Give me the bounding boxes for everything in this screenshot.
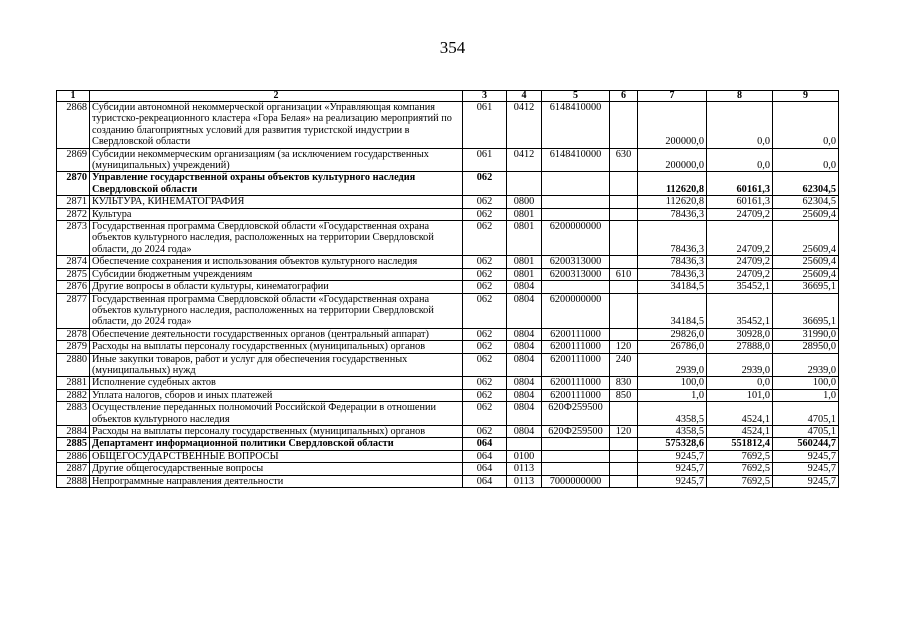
section-code: 0801 — [507, 268, 542, 280]
admin-code: 062 — [463, 293, 507, 328]
target-article: 620Ф259500 — [542, 425, 610, 437]
target-article: 6200111000 — [542, 377, 610, 389]
item-name: Субсидии некоммерческим организациям (за исключением государственных (муниципальных) учреждений) — [90, 148, 463, 172]
target-article: 6200111000 — [542, 328, 610, 340]
column-header: 2 — [90, 91, 463, 102]
table-row — [57, 402, 839, 426]
row-number: 2873 — [57, 221, 90, 256]
expense-type — [610, 450, 638, 462]
amount-col9: 0,0 — [773, 102, 839, 149]
admin-code: 062 — [463, 256, 507, 268]
target-article: 6148410000 — [542, 102, 610, 149]
expense-type — [610, 438, 638, 450]
table-row — [57, 293, 839, 328]
amount-col9: 36695,1 — [773, 293, 839, 328]
amount-col7: 78436,3 — [638, 221, 707, 256]
table-row — [57, 221, 839, 256]
target-article — [542, 438, 610, 450]
amount-col8: 24709,2 — [707, 208, 773, 220]
amount-col7: 78436,3 — [638, 208, 707, 220]
column-header: 4 — [507, 91, 542, 102]
target-article — [542, 196, 610, 208]
admin-code: 062 — [463, 328, 507, 340]
amount-col7: 9245,7 — [638, 450, 707, 462]
row-number: 2887 — [57, 463, 90, 475]
row-number: 2875 — [57, 268, 90, 280]
admin-code: 064 — [463, 438, 507, 450]
admin-code: 062 — [463, 341, 507, 353]
amount-col8: 27888,0 — [707, 341, 773, 353]
amount-col9: 0,0 — [773, 148, 839, 172]
amount-col9: 62304,5 — [773, 196, 839, 208]
amount-col9: 560244,7 — [773, 438, 839, 450]
expense-type — [610, 196, 638, 208]
amount-col9: 1,0 — [773, 389, 839, 401]
row-number: 2869 — [57, 148, 90, 172]
section-code: 0804 — [507, 389, 542, 401]
expense-type — [610, 402, 638, 426]
row-number: 2888 — [57, 475, 90, 487]
section-code: 0412 — [507, 148, 542, 172]
amount-col8: 7692,5 — [707, 475, 773, 487]
amount-col7: 100,0 — [638, 377, 707, 389]
row-number: 2880 — [57, 353, 90, 377]
item-name: Государственная программа Свердловской области «Государственная охрана объектов культурного наследия, расположенных на территории Свердловской области, до 2024 года» — [90, 221, 463, 256]
amount-col9: 2939,0 — [773, 353, 839, 377]
row-number: 2883 — [57, 402, 90, 426]
table-row — [57, 208, 839, 220]
target-article: 6200000000 — [542, 293, 610, 328]
item-name: Иные закупки товаров, работ и услуг для обеспечения государственных (муниципальных) нужд — [90, 353, 463, 377]
target-article: 6200313000 — [542, 256, 610, 268]
row-number: 2868 — [57, 102, 90, 149]
row-number: 2881 — [57, 377, 90, 389]
table-row — [57, 353, 839, 377]
table-row — [57, 463, 839, 475]
amount-col7: 26786,0 — [638, 341, 707, 353]
amount-col9: 4705,1 — [773, 402, 839, 426]
table-row — [57, 172, 839, 196]
row-number: 2876 — [57, 281, 90, 293]
target-article: 6200000000 — [542, 221, 610, 256]
expense-type — [610, 463, 638, 475]
admin-code: 062 — [463, 268, 507, 280]
admin-code: 062 — [463, 389, 507, 401]
section-code: 0804 — [507, 341, 542, 353]
section-code — [507, 438, 542, 450]
amount-col7: 112620,8 — [638, 172, 707, 196]
expense-type: 630 — [610, 148, 638, 172]
target-article: 6200313000 — [542, 268, 610, 280]
target-article: 7000000000 — [542, 475, 610, 487]
item-name: Уплата налогов, сборов и иных платежей — [90, 389, 463, 401]
admin-code: 064 — [463, 463, 507, 475]
item-name: Обеспечение сохранения и использования объектов культурного наследия — [90, 256, 463, 268]
amount-col8: 0,0 — [707, 148, 773, 172]
item-name: ОБЩЕГОСУДАРСТВЕННЫЕ ВОПРОСЫ — [90, 450, 463, 462]
amount-col8: 24709,2 — [707, 268, 773, 280]
table-row — [57, 475, 839, 487]
target-article — [542, 450, 610, 462]
column-header: 1 — [57, 91, 90, 102]
section-code: 0800 — [507, 196, 542, 208]
expense-type: 120 — [610, 425, 638, 437]
amount-col7: 112620,8 — [638, 196, 707, 208]
expense-type: 830 — [610, 377, 638, 389]
target-article — [542, 208, 610, 220]
admin-code: 061 — [463, 102, 507, 149]
row-number: 2877 — [57, 293, 90, 328]
amount-col8: 24709,2 — [707, 221, 773, 256]
table-row — [57, 438, 839, 450]
section-code: 0113 — [507, 475, 542, 487]
section-code — [507, 172, 542, 196]
amount-col9: 62304,5 — [773, 172, 839, 196]
column-header: 6 — [610, 91, 638, 102]
expense-type — [610, 172, 638, 196]
section-code: 0412 — [507, 102, 542, 149]
table-row — [57, 377, 839, 389]
row-number: 2870 — [57, 172, 90, 196]
section-code: 0801 — [507, 221, 542, 256]
amount-col7: 34184,5 — [638, 281, 707, 293]
target-article: 6200111000 — [542, 353, 610, 377]
amount-col8: 35452,1 — [707, 293, 773, 328]
amount-col9: 36695,1 — [773, 281, 839, 293]
admin-code: 062 — [463, 425, 507, 437]
row-number: 2871 — [57, 196, 90, 208]
admin-code: 062 — [463, 353, 507, 377]
row-number: 2878 — [57, 328, 90, 340]
section-code: 0804 — [507, 328, 542, 340]
section-code: 0801 — [507, 256, 542, 268]
table-row — [57, 389, 839, 401]
expense-type: 240 — [610, 353, 638, 377]
table-row — [57, 281, 839, 293]
section-code: 0804 — [507, 425, 542, 437]
amount-col8: 101,0 — [707, 389, 773, 401]
amount-col8: 0,0 — [707, 377, 773, 389]
amount-col7: 200000,0 — [638, 102, 707, 149]
row-number: 2885 — [57, 438, 90, 450]
column-header: 9 — [773, 91, 839, 102]
admin-code: 062 — [463, 402, 507, 426]
expense-type: 850 — [610, 389, 638, 401]
amount-col8: 2939,0 — [707, 353, 773, 377]
target-article: 6200111000 — [542, 389, 610, 401]
item-name: Другие общегосударственные вопросы — [90, 463, 463, 475]
item-name: Обеспечение деятельности государственных органов (центральный аппарат) — [90, 328, 463, 340]
amount-col8: 30928,0 — [707, 328, 773, 340]
row-number: 2882 — [57, 389, 90, 401]
admin-code: 061 — [463, 148, 507, 172]
table-row — [57, 450, 839, 462]
row-number: 2874 — [57, 256, 90, 268]
column-header: 7 — [638, 91, 707, 102]
expense-type — [610, 208, 638, 220]
target-article: 6148410000 — [542, 148, 610, 172]
amount-col9: 31990,0 — [773, 328, 839, 340]
admin-code: 062 — [463, 196, 507, 208]
amount-col9: 28950,0 — [773, 341, 839, 353]
amount-col8: 24709,2 — [707, 256, 773, 268]
amount-col7: 29826,0 — [638, 328, 707, 340]
item-name: Государственная программа Свердловской области «Государственная охрана объектов культурного наследия, расположенных на территории Свердловской области, до 2024 года» — [90, 293, 463, 328]
amount-col9: 25609,4 — [773, 268, 839, 280]
target-article — [542, 281, 610, 293]
row-number: 2886 — [57, 450, 90, 462]
expense-type — [610, 293, 638, 328]
amount-col9: 4705,1 — [773, 425, 839, 437]
amount-col8: 60161,3 — [707, 172, 773, 196]
expense-type — [610, 281, 638, 293]
row-number: 2872 — [57, 208, 90, 220]
amount-col8: 60161,3 — [707, 196, 773, 208]
section-code: 0113 — [507, 463, 542, 475]
section-code: 0801 — [507, 208, 542, 220]
target-article: 620Ф259500 — [542, 402, 610, 426]
item-name: Непрограммные направления деятельности — [90, 475, 463, 487]
amount-col8: 4524,1 — [707, 402, 773, 426]
expense-type — [610, 221, 638, 256]
table-row — [57, 328, 839, 340]
table-body — [57, 102, 839, 488]
section-code: 0100 — [507, 450, 542, 462]
expense-type — [610, 102, 638, 149]
item-name: Расходы на выплаты персоналу государственных (муниципальных) органов — [90, 341, 463, 353]
amount-col8: 0,0 — [707, 102, 773, 149]
item-name: Другие вопросы в области культуры, кинематографии — [90, 281, 463, 293]
admin-code: 062 — [463, 221, 507, 256]
item-name: Культура — [90, 208, 463, 220]
amount-col7: 9245,7 — [638, 475, 707, 487]
amount-col7: 200000,0 — [638, 148, 707, 172]
row-number: 2884 — [57, 425, 90, 437]
amount-col8: 7692,5 — [707, 463, 773, 475]
amount-col7: 2939,0 — [638, 353, 707, 377]
column-header: 3 — [463, 91, 507, 102]
admin-code: 062 — [463, 172, 507, 196]
item-name: Осуществление переданных полномочий Российской Федерации в отношении объектов культурного наследия — [90, 402, 463, 426]
admin-code: 062 — [463, 377, 507, 389]
section-code: 0804 — [507, 353, 542, 377]
amount-col7: 34184,5 — [638, 293, 707, 328]
amount-col7: 4358,5 — [638, 425, 707, 437]
amount-col7: 575328,6 — [638, 438, 707, 450]
admin-code: 062 — [463, 281, 507, 293]
table-header-row — [57, 91, 839, 102]
amount-col9: 9245,7 — [773, 450, 839, 462]
amount-col9: 9245,7 — [773, 463, 839, 475]
amount-col9: 9245,7 — [773, 475, 839, 487]
item-name: Исполнение судебных актов — [90, 377, 463, 389]
target-article — [542, 463, 610, 475]
section-code: 0804 — [507, 293, 542, 328]
column-header: 8 — [707, 91, 773, 102]
target-article: 6200111000 — [542, 341, 610, 353]
item-name: Департамент информационной политики Свердловской области — [90, 438, 463, 450]
amount-col8: 551812,4 — [707, 438, 773, 450]
page-number: 354 — [439, 38, 466, 57]
amount-col8: 35452,1 — [707, 281, 773, 293]
table-row — [57, 268, 839, 280]
amount-col7: 78436,3 — [638, 268, 707, 280]
item-name: КУЛЬТУРА, КИНЕМАТОГРАФИЯ — [90, 196, 463, 208]
target-article — [542, 172, 610, 196]
item-name: Управление государственной охраны объектов культурного наследия Свердловской области — [90, 172, 463, 196]
amount-col9: 25609,4 — [773, 256, 839, 268]
table-row — [57, 102, 839, 149]
expense-type: 120 — [610, 341, 638, 353]
table-row — [57, 256, 839, 268]
amount-col7: 9245,7 — [638, 463, 707, 475]
admin-code: 064 — [463, 475, 507, 487]
column-header: 5 — [542, 91, 610, 102]
amount-col8: 4524,1 — [707, 425, 773, 437]
item-name: Субсидии бюджетным учреждениям — [90, 268, 463, 280]
item-name: Расходы на выплаты персоналу государственных (муниципальных) органов — [90, 425, 463, 437]
amount-col7: 78436,3 — [638, 256, 707, 268]
admin-code: 062 — [463, 208, 507, 220]
table-row — [57, 425, 839, 437]
amount-col9: 100,0 — [773, 377, 839, 389]
amount-col9: 25609,4 — [773, 221, 839, 256]
table-row — [57, 148, 839, 172]
amount-col7: 1,0 — [638, 389, 707, 401]
amount-col8: 7692,5 — [707, 450, 773, 462]
expense-type — [610, 475, 638, 487]
expense-type — [610, 256, 638, 268]
amount-col7: 4358,5 — [638, 402, 707, 426]
section-code: 0804 — [507, 402, 542, 426]
admin-code: 064 — [463, 450, 507, 462]
budget-table — [56, 90, 839, 488]
amount-col9: 25609,4 — [773, 208, 839, 220]
table-row — [57, 196, 839, 208]
section-code: 0804 — [507, 377, 542, 389]
section-code: 0804 — [507, 281, 542, 293]
item-name: Субсидии автономной некоммерческой организации «Управляющая компания туристско-рекреационного кластера «Гора Белая» на реализацию мероприятий по созданию благоприятных условий для развития туристской индустрии в Свердловской области — [90, 102, 463, 149]
table-row — [57, 341, 839, 353]
row-number: 2879 — [57, 341, 90, 353]
expense-type — [610, 328, 638, 340]
expense-type: 610 — [610, 268, 638, 280]
